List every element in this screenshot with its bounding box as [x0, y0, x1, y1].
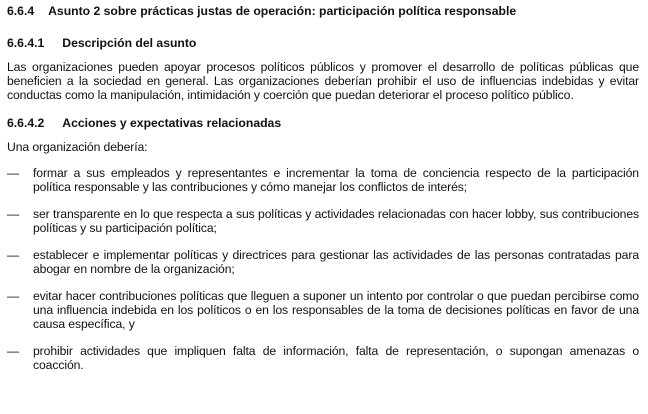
description-paragraph: Las organizaciones pueden apoyar procesos políticos públicos y promover el desarrollo de políticas públicas que beneficien a la sociedad en general. Las organizaciones deberían prohibir el uso de influencias indebidas y evitar conductas como la manipulación, intimidación y coerción que puedan deteriorar el proceso político público. [7, 60, 639, 102]
actions-heading [7, 116, 639, 132]
list-item-text: formar a sus empleados y representantes e incrementar la toma de conciencia respecto de la participación política responsable y las contribuciones y cómo manejar los conflictos de interés; [33, 166, 639, 194]
dash-bullet: — [7, 289, 20, 303]
list-item-text: ser transparente en lo que respecta a sus políticas y actividades relacionadas con hacer lobby, sus contribuciones políticas y su participación política; [33, 207, 639, 235]
list-item [7, 166, 639, 194]
list-item [7, 248, 639, 276]
actions-intro: Una organización debería: [7, 140, 148, 154]
list-item-text: establecer e implementar políticas y directrices para gestionar las actividades de las personas contratadas para abogar en nombre de la organización; [33, 248, 639, 276]
document-page [7, 4, 639, 372]
list-item [7, 207, 639, 235]
actions-number: 6.6.4.2 [7, 116, 45, 130]
dash-bullet: — [7, 207, 20, 221]
list-item-text: prohibir actividades que impliquen falta de información, falta de representación, o supongan amenazas o coacción. [33, 344, 639, 372]
description-heading [7, 36, 639, 52]
section-number: 6.6.4 [7, 4, 35, 18]
section-title: Asunto 2 sobre prácticas justas de operación: participación política responsable [48, 4, 517, 18]
description-title: Descripción del asunto [62, 36, 197, 50]
description-number: 6.6.4.1 [7, 36, 45, 50]
list-item [7, 289, 639, 331]
dash-bullet: — [7, 248, 20, 262]
list-item [7, 344, 639, 372]
actions-title: Acciones y expectativas relacionadas [62, 116, 282, 130]
section-heading [7, 4, 639, 20]
dash-bullet: — [7, 166, 20, 180]
dash-bullet: — [7, 344, 20, 358]
list-item-text: evitar hacer contribuciones políticas que lleguen a suponer un intento por controlar o que puedan percibirse como una influencia indebida en los políticos o en los responsables de la toma de decisiones políticas en favor de una causa específica, y [33, 289, 639, 331]
